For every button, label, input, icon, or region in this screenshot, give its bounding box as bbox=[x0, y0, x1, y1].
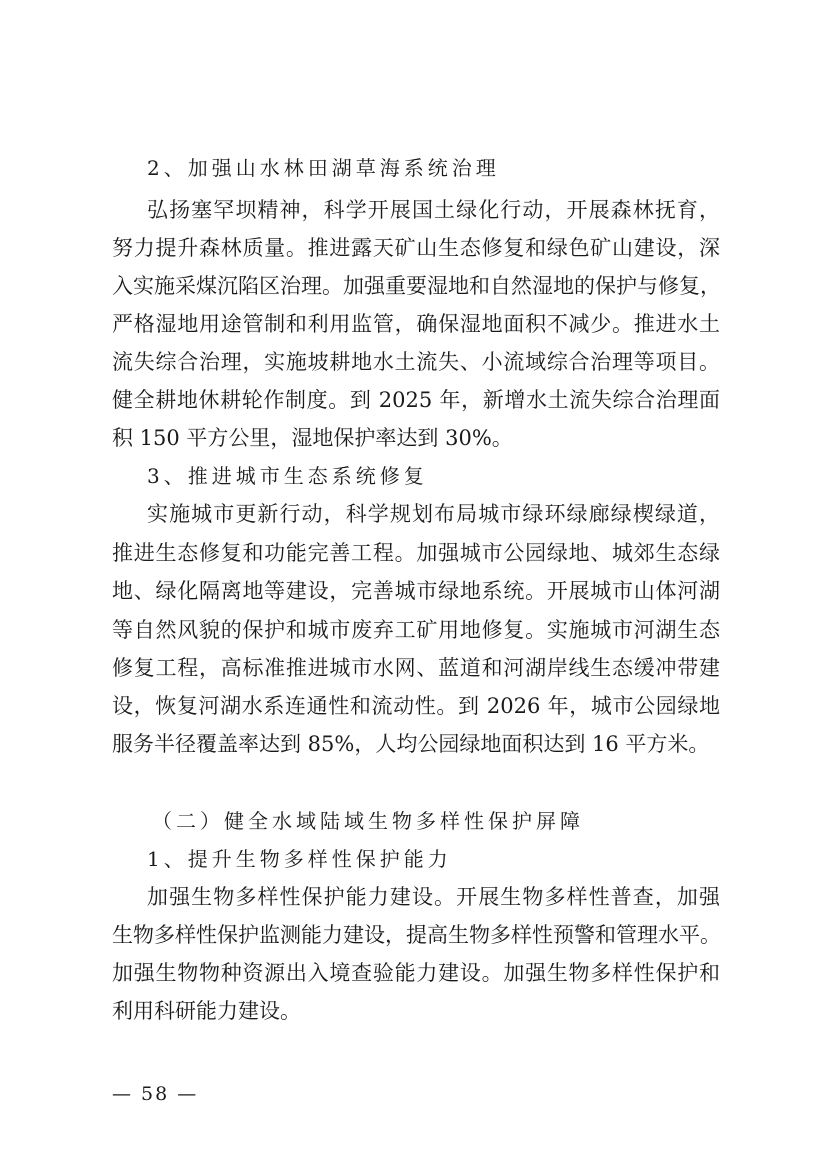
paragraph-line: 等自然风貌的保护和城市废弃工矿用地修复。实施城市河湖生态 bbox=[112, 618, 720, 642]
paragraph-line: 修复工程，高标准推进城市水网、蓝道和河湖岸线生态缓冲带建 bbox=[112, 656, 720, 680]
section-heading: 2、加强山水林田湖草海系统治理 bbox=[147, 156, 500, 180]
paragraph-line: 实施城市更新行动，科学规划布局城市绿环绿廊绿楔绿道， bbox=[147, 502, 720, 526]
paragraph-line: 严格湿地用途管制和利用监管，确保湿地面积不减少。推进水土 bbox=[112, 312, 720, 336]
section-heading: 3、推进城市生态系统修复 bbox=[147, 464, 428, 488]
paragraph-line: 生物多样性保护监测能力建设，提高生物多样性预警和管理水平。 bbox=[112, 923, 721, 947]
paragraph-line: 积 150 平方公里，湿地保护率达到 30%。 bbox=[112, 426, 513, 450]
section-heading: 1、提升生物多样性保护能力 bbox=[147, 847, 452, 871]
paragraph-line: 努力提升森林质量。推进露天矿山生态修复和绿色矿山建设，深 bbox=[112, 236, 720, 260]
chapter-heading: （二）健全水域陆域生物多样性保护屏障 bbox=[152, 809, 584, 833]
paragraph-line: 流失综合治理，实施坡耕地水土流失、小流域综合治理等项目。 bbox=[112, 350, 720, 374]
paragraph-line: 地、绿化隔离地等建设，完善城市绿地系统。开展城市山体河湖 bbox=[112, 579, 720, 603]
paragraph-line: 加强生物物种资源出入境查验能力建设。加强生物多样性保护和 bbox=[112, 961, 720, 985]
paragraph-line: 弘扬塞罕坝精神，科学开展国土绿化行动，开展森林抚育， bbox=[147, 198, 720, 222]
paragraph-line: 设，恢复河湖水系连通性和流动性。到 2026 年，城市公园绿地 bbox=[112, 694, 720, 718]
paragraph-line: 加强生物多样性保护能力建设。开展生物多样性普查，加强 bbox=[147, 885, 720, 909]
paragraph-line: 健全耕地休耕轮作制度。到 2025 年，新增水土流失综合治理面 bbox=[112, 388, 720, 412]
paragraph-line: 服务半径覆盖率达到 85%，人均公园绿地面积达到 16 平方米。 bbox=[112, 732, 710, 756]
paragraph-line: 推进生态修复和功能完善工程。加强城市公园绿地、城郊生态绿 bbox=[112, 541, 720, 565]
paragraph-line: 入实施采煤沉陷区治理。加强重要湿地和自然湿地的保护与修复， bbox=[112, 274, 721, 298]
paragraph-line: 利用科研能力建设。 bbox=[112, 999, 301, 1023]
page-number: — 58 — bbox=[112, 1083, 199, 1105]
